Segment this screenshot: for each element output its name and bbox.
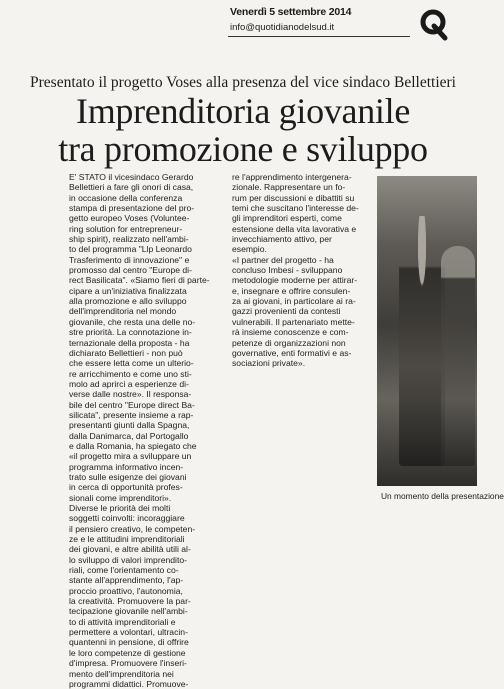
article-text-line: riali, come l'orientamento co- [69,565,179,576]
article-text-line: silicata", presente insieme a rap- [69,409,194,420]
article-text-line: to di attività imprenditoriali e [69,616,176,627]
masthead-rule [228,36,410,37]
article-text-line: proccio proattivo, l'autonomia, [69,585,183,596]
article-headline [10,92,476,168]
article-text-line: gli imprenditori esperti, come [232,213,342,224]
article-text-line: la creatività. Promuovere la par- [69,596,191,607]
article-text-line: mento dell'imprenditoria nei [69,668,174,679]
article-text-line: petenze di organizzazioni non [232,337,346,348]
article-text-line: za ai giovani, in particolare ai ra- [232,296,356,307]
article-text-line: alla promozione e allo sviluppo [69,296,187,307]
contact-email: info@quotidianodelsud.it [230,22,335,33]
article-text-line: il pensiero creativo, le competen- [69,523,196,534]
headline-line: Imprenditoria giovanile [76,91,410,131]
article-text-line: stampa di presentazione del pro- [69,203,195,214]
article-text-line: promosso dal centro "Europe di- [69,265,192,276]
article-text-line: trato sulle esigenze dei giovani [69,471,187,482]
article-text-line: dei giovani, e altre abilità utili al- [69,544,191,555]
article-text-line: concluso Imbesi - sviluppano [232,265,343,276]
article-text-line: temi che suscitano l'interesse de- [232,203,359,214]
article-text-line: Bellettieri a fare gli onori di casa, [69,182,194,193]
article-text-line: ze e le attitudini imprenditoriali [69,534,185,545]
article-column-1 [69,172,247,689]
article-text-line: giovanile, che resta una delle no- [69,316,196,327]
article-text-line: molo ad aprirci a esperienze di- [69,378,189,389]
article-text-line: programmi didattici. Promuove- [69,678,189,689]
article-text-line: bile del centro "Europe direct Ba- [69,399,195,410]
article-text-line: che essere letta come un ulterio- [69,358,194,369]
article-text-line: governative, enti formativi e as- [232,347,352,358]
article-text-line: rect Basilicata". «Siamo fieri di parte- [69,275,210,286]
article-text-line: e dalla Romania, ha spiegato che [69,440,197,451]
article-text-line: rà insieme conoscenze e com- [232,327,349,338]
article-text-line: ternazionale della proposta - ha [69,337,190,348]
article-text-line: rum per discussioni e dibattiti su [232,192,355,203]
article-text-line: stre priorità. La connotazione in- [69,327,192,338]
article-text-line: «I partner del progetto - ha [232,254,334,265]
newspaper-q-logo-icon [418,8,448,40]
article-text-line: zionale. Rappresentare un fo- [232,182,346,193]
article-text-line: stante all'apprendimento, l'ap- [69,575,184,586]
article-text-line: cipare a un'iniziativa finalizzata [69,285,187,296]
article-photo [377,176,477,486]
photo-caption: Un momento della presentazione [381,491,504,501]
article-text-line: permettere a volontari, ultracin- [69,627,188,638]
article-text-line: sociazioni private». [232,358,306,369]
article-text-line: to del programma "Llp Leonardo [69,244,192,255]
article-text-line: gazzi provenienti da contesti [232,306,341,317]
article-text-line: dell'imprenditoria nel mondo [69,306,177,317]
photo-person-shape [441,246,475,466]
masthead [222,4,462,48]
article-kicker: Presentato il progetto Voses alla presenza del vice sindaco Bellettieri [30,74,456,91]
publication-date: Venerdì 5 settembre 2014 [230,6,352,18]
article-text-line: ring solution for entrepreneur- [69,223,183,234]
article-text-line: metodologie moderne per attirar- [232,275,358,286]
article-text-line: re arricchimento e come uno sti- [69,368,192,379]
article-text-line: quantenni in pensione, di offrire [69,637,189,648]
article-text-line: sionali come imprenditori». [69,492,172,503]
article-text-line: Trasferimento di innovazione" e [69,254,190,265]
article-text-line: E' STATO il vicesindaco Gerardo [69,172,194,182]
article-text-line: verse dalle nostre». Il responsa- [69,389,192,400]
article-text-line: dichiarato Bellettieri - non può [69,347,183,358]
article-text-line: le loro competenze di gestione [69,647,186,658]
article-text-line: re l'apprendimento intergenera- [232,172,352,182]
article-text-line: esempio. [232,244,267,255]
article-text-line: in occasione della conferenza [69,192,183,203]
article-text-line: vulnerabili. Il partenariato mette- [232,316,355,327]
article-text-line: invecchiamento attivo, per [232,234,332,245]
headline-line: tra promozione e sviluppo [58,129,428,169]
article-text-line: soggetti coinvolti: incoraggiare [69,513,185,524]
article-text-line: «il progetto mira a sviluppare un [69,451,192,462]
article-text-line: ship spirit), realizzato nell'ambi- [69,234,189,245]
photo-person-shape [399,216,445,466]
article-text-line: presentanti giunti dalla Spagna, [69,420,190,431]
article-text-line: Diverse le priorità dei molti [69,503,171,513]
article-text-line: lo sviluppo di valori imprendito- [69,554,187,565]
article-text-line: e, insegnare e offrire consulen- [232,285,351,296]
article-text-line: dalla Danimarca, dal Portogallo [69,430,189,441]
article-text-line: tecipazione giovanile nell'ambi- [69,606,188,617]
article-text-line: d'impresa. Promuovere l'inseri- [69,658,187,669]
article-text-line: getto europeo Voses (Voluntee- [69,213,190,224]
article-column-2 [232,172,377,369]
article-text-line: in cerca di opportunità profes- [69,482,183,493]
article-text-line: programma informativo incen- [69,461,184,472]
article-text-line: estensione della vita lavorativa e [232,223,357,234]
